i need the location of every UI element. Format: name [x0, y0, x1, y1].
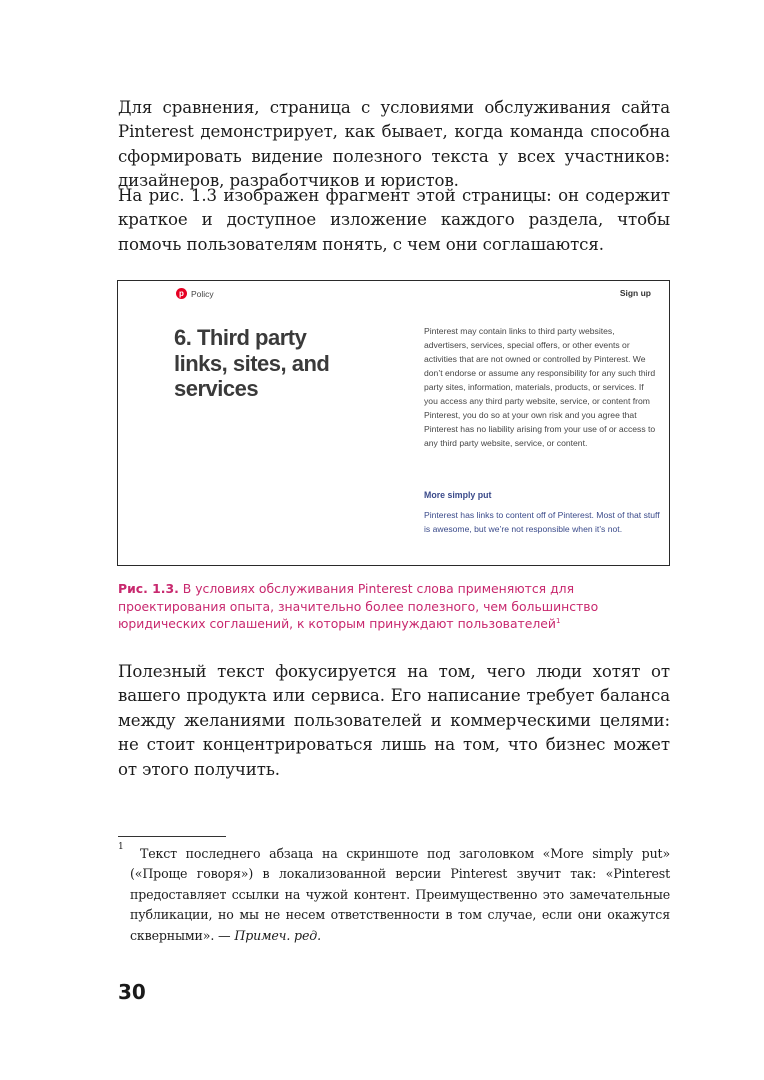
caption-text: В условиях обслуживания Pinterest слова применяются для проектирования опыта, значительно более полезного, чем большинство юридических соглашений, к которым принуждают пользователей [118, 581, 599, 631]
section-body-text: Pinterest may contain links to third party websites, advertisers, services, special offers, or other events or activities that are not owned or controlled by Pinterest. We don’t endorse or assume any responsibility for any such third party sites, information, materials, products, or services. If you access any third party website, service, or content from Pinterest, you do so at your own risk and you agree that Pinterest has no liability arising from your use of or access to any third party website, service, or content. [424, 326, 656, 448]
policy-label: Policy [191, 288, 214, 299]
body-paragraph-2: На рис. 1.3 изображен фрагмент этой страницы: он содержит краткое и доступное изложение каждого раздела, чтобы помочь пользователям понять, с чем они соглашаются. [118, 186, 670, 254]
page-number: 30 [118, 980, 146, 1004]
footnote-divider [118, 836, 226, 837]
footnote-number: 1 [118, 842, 124, 852]
figure-caption [118, 580, 678, 633]
pinterest-icon: p [176, 288, 187, 299]
footnote-body: Текст последнего абзаца на скриншоте под заголовком «More simply put» («Проще говоря») в локализованной версии Pinterest звучит так: «Pinterest предоставляет ссылки на чужой контент. Преимущественно это замечательные публикации, но мы не несем ответственности в том случае, если они окажутся скверными». — [130, 846, 670, 943]
pinterest-logo[interactable] [176, 288, 214, 299]
caption-label: Рис. 1.3. [118, 581, 179, 596]
section-heading: 6. Third party links, sites, and services [174, 325, 330, 401]
more-simply-put-heading: More simply put [424, 490, 492, 500]
footnote-reference[interactable]: 1 [555, 616, 561, 625]
sign-up-link[interactable]: Sign up [619, 288, 651, 298]
more-simply-put-text: Pinterest has links to content off of Pinterest. Most of that stuff is awesome, but we’re not responsible when it’s not. [424, 510, 660, 534]
editor-note: Примеч. ред. [234, 927, 321, 943]
body-paragraph-3: Полезный текст фокусируется на том, чего люди хотят от вашего продукта или сервиса. Его написание требует баланса между желаниями пользователей и коммерческими целями: не стоит концентрироваться лишь на том, что бизнес может от этого получить. [118, 662, 670, 779]
body-paragraph-1: Для сравнения, страница с условиями обслуживания сайта Pinterest демонстрирует, как бывает, когда команда способна сформировать видение полезного текста у всех участников: дизайнеров, разработчиков и юристов. [118, 98, 670, 191]
figure-screenshot [117, 280, 670, 566]
footnote-text [130, 844, 670, 946]
